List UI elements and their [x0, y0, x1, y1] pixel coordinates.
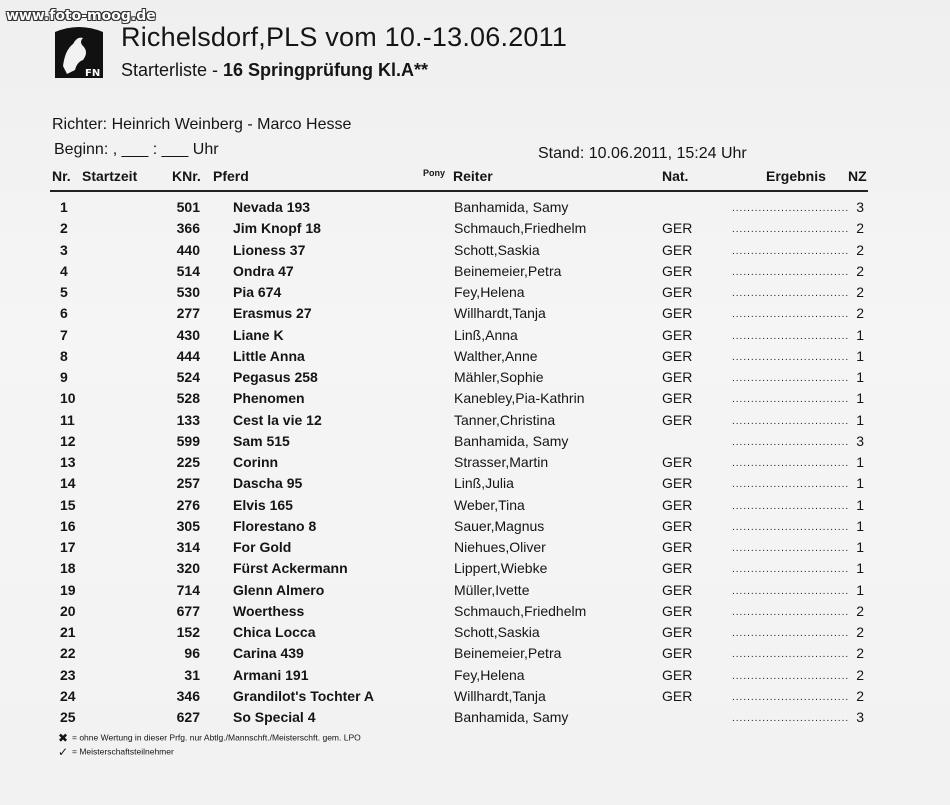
cell-nat: GER	[662, 241, 693, 258]
subtitle-competition: 16 Springprüfung Kl.A**	[223, 60, 429, 80]
cell-nz: 3	[856, 709, 864, 725]
cell-knr: 276	[176, 496, 200, 513]
cell-ergebnis: ...............................	[732, 564, 850, 576]
cell-pferd: Florestano 8	[233, 517, 317, 534]
cell-knr: 599	[176, 432, 200, 449]
cell-reiter: Fey,Helena	[454, 666, 525, 683]
cell-nz: 1	[856, 347, 864, 364]
cell-nr: 14	[60, 475, 76, 492]
stand-line: Stand: 10.06.2011, 15:24 Uhr	[538, 145, 747, 162]
table-row	[0, 645, 950, 666]
table-row	[0, 709, 950, 730]
table-row	[0, 199, 950, 220]
cell-ergebnis: ...............................	[732, 649, 850, 661]
cell-knr: 225	[176, 454, 200, 470]
cell-reiter: Tanner,Christina	[454, 411, 556, 428]
cell-nat: GER	[662, 624, 693, 640]
cell-knr: 96	[184, 645, 200, 662]
cell-nr: 9	[60, 369, 68, 385]
cell-pferd: Pegasus 258	[233, 369, 318, 385]
header-pony: Pony	[423, 168, 446, 178]
cell-knr: 501	[176, 199, 200, 215]
legend-text: = ohne Wertung in dieser Prfg. nur Abtlg./Mannschft./Meisterschft. gem. LPO	[72, 732, 361, 743]
cell-reiter: Banhamida, Samy	[454, 709, 569, 725]
cell-ergebnis: ...............................	[732, 309, 850, 321]
cell-reiter: Müller,Ivette	[454, 581, 530, 598]
cell-nr: 13	[60, 454, 76, 470]
cell-reiter: Strasser,Martin	[454, 454, 549, 470]
cell-nz: 1	[856, 390, 864, 407]
cell-knr: 524	[176, 369, 200, 385]
cell-reiter: Kanebley,Pia-Kathrin	[454, 390, 585, 407]
cell-nr: 5	[60, 284, 68, 300]
cell-reiter: Linß,Anna	[454, 326, 518, 343]
cell-nr: 24	[60, 687, 76, 704]
cell-ergebnis: ...............................	[732, 521, 850, 533]
cell-pferd: Pia 674	[233, 284, 282, 300]
cell-reiter: Banhamida, Samy	[454, 432, 569, 449]
cell-pferd: For Gold	[233, 539, 292, 555]
cell-pferd: Ondra 47	[233, 262, 294, 279]
table-row	[0, 390, 950, 411]
begin-line: Beginn: , ___ : ___ Uhr	[54, 141, 219, 158]
cell-nz: 1	[856, 581, 864, 598]
cell-ergebnis: ...............................	[732, 670, 850, 682]
cell-ergebnis: ...............................	[732, 266, 850, 278]
judges-line: Richter: Heinrich Weinberg - Marco Hesse	[52, 116, 352, 133]
header-knr: KNr.	[172, 168, 201, 184]
cell-knr: 257	[176, 475, 200, 492]
cell-reiter: Weber,Tina	[454, 496, 525, 513]
cell-ergebnis: ...............................	[732, 330, 850, 342]
table-row	[0, 433, 950, 454]
cell-pferd: Phenomen	[233, 390, 305, 407]
cell-knr: 444	[176, 347, 200, 364]
legend-item	[58, 731, 361, 745]
cell-nat: GER	[662, 369, 693, 385]
cell-reiter: Willhardt,Tanja	[454, 687, 546, 704]
table-row	[0, 560, 950, 581]
cell-reiter: Linß,Julia	[454, 475, 514, 492]
header-divider	[50, 190, 868, 192]
cell-nat: GER	[662, 539, 693, 555]
cell-nat: GER	[662, 581, 693, 598]
cell-reiter: Schott,Saskia	[454, 241, 540, 258]
watermark: www.foto-moog.de	[6, 8, 156, 24]
cell-nat: GER	[662, 284, 693, 300]
cell-nr: 21	[60, 624, 76, 640]
cell-nr: 11	[60, 411, 75, 428]
cell-knr: 133	[176, 411, 200, 428]
cell-ergebnis: ...............................	[732, 224, 850, 236]
table-row	[0, 624, 950, 645]
cell-ergebnis: ...............................	[732, 245, 850, 257]
cell-nz: 1	[856, 517, 864, 534]
header-ergebnis: Ergebnis	[766, 168, 826, 184]
cell-nz: 2	[856, 602, 864, 619]
cell-knr: 430	[176, 326, 200, 343]
cell-ergebnis: ...............................	[732, 436, 850, 448]
cell-ergebnis: ...............................	[732, 394, 850, 406]
cell-pferd: Jim Knopf 18	[233, 220, 321, 237]
cell-nz: 1	[856, 539, 864, 555]
cell-nz: 1	[856, 475, 864, 492]
cell-ergebnis: ...............................	[732, 543, 850, 554]
cell-reiter: Sauer,Magnus	[454, 517, 545, 534]
cell-pferd: Erasmus 27	[233, 305, 312, 322]
cell-nat: GER	[662, 390, 693, 407]
table-row	[0, 582, 950, 603]
cell-nz: 2	[856, 284, 864, 300]
table-row	[0, 242, 950, 263]
cell-pferd: Fürst Ackermann	[233, 560, 348, 577]
cell-knr: 152	[176, 624, 200, 640]
cell-reiter: Willhardt,Tanja	[454, 305, 546, 322]
cell-nr: 15	[60, 496, 76, 513]
cell-nat: GER	[662, 602, 693, 619]
table-row	[0, 667, 950, 688]
cell-nr: 20	[60, 602, 76, 619]
header-nat: Nat.	[662, 168, 689, 184]
cell-nr: 23	[60, 666, 76, 683]
cell-nz: 1	[856, 560, 864, 577]
cell-ergebnis: ...............................	[732, 713, 850, 724]
cell-knr: 31	[184, 666, 200, 683]
cell-nz: 3	[856, 199, 864, 215]
table-row	[0, 305, 950, 326]
table-row	[0, 518, 950, 539]
table-row	[0, 369, 950, 390]
header-startzeit: Startzeit	[82, 168, 138, 184]
cell-reiter: Schott,Saskia	[454, 624, 540, 640]
cell-nr: 4	[60, 262, 68, 279]
cell-ergebnis: ...............................	[732, 500, 850, 512]
cell-ergebnis: ...............................	[732, 203, 850, 214]
table-row	[0, 539, 950, 560]
cell-pferd: Cest la vie 12	[233, 411, 322, 428]
cell-pferd: Dascha 95	[233, 475, 303, 492]
cell-nr: 8	[60, 347, 68, 364]
cell-nz: 2	[856, 305, 864, 322]
cell-pferd: Glenn Almero	[233, 581, 325, 598]
cell-nat: GER	[662, 687, 693, 704]
cell-reiter: Lippert,Wiebke	[454, 560, 548, 577]
cell-pferd: Chica Locca	[233, 624, 316, 640]
cell-pferd: Sam 515	[233, 432, 290, 449]
table-row	[0, 688, 950, 709]
cell-knr: 320	[176, 560, 200, 577]
cell-nat: GER	[662, 262, 693, 279]
cell-nz: 2	[856, 262, 864, 279]
cell-nz: 2	[856, 645, 864, 662]
cell-knr: 440	[176, 241, 200, 258]
cell-ergebnis: ...............................	[732, 479, 850, 491]
cell-nz: 1	[856, 369, 864, 385]
logo-text: FN	[85, 68, 101, 79]
cell-knr: 677	[176, 602, 200, 619]
cell-pferd: Armani 191	[233, 666, 309, 683]
cell-nr: 19	[60, 581, 76, 598]
table-row	[0, 284, 950, 305]
cell-pferd: Lioness 37	[233, 241, 306, 258]
cell-nz: 1	[856, 411, 864, 428]
cell-ergebnis: ...............................	[732, 288, 850, 299]
cell-pferd: So Special 4	[233, 709, 316, 725]
cell-nat: GER	[662, 220, 693, 237]
legend-item	[58, 745, 174, 759]
table-row	[0, 454, 950, 475]
cell-nr: 25	[60, 709, 76, 725]
table-row	[0, 327, 950, 348]
header-nz: NZ	[848, 168, 867, 184]
cell-knr: 305	[176, 517, 200, 534]
legend-text: = Meisterschaftsteilnehmer	[72, 746, 174, 757]
header-pferd: Pferd	[213, 168, 249, 184]
cell-nz: 2	[856, 241, 864, 258]
cell-pferd: Elvis 165	[233, 496, 293, 513]
cell-nat: GER	[662, 411, 693, 428]
cell-pferd: Little Anna	[233, 347, 305, 364]
cell-nz: 2	[856, 687, 864, 704]
cell-reiter: Banhamida, Samy	[454, 199, 569, 215]
header-nr: Nr.	[52, 168, 71, 184]
cell-nat: GER	[662, 454, 693, 470]
cell-nr: 10	[60, 390, 76, 407]
cell-nr: 1	[60, 199, 68, 215]
cell-knr: 277	[176, 305, 200, 322]
cell-nz: 2	[856, 220, 864, 237]
cell-nr: 22	[60, 645, 76, 662]
cell-reiter: Schmauch,Friedhelm	[454, 220, 587, 237]
table-row	[0, 263, 950, 284]
cell-reiter: Niehues,Oliver	[454, 539, 546, 555]
cell-nat: GER	[662, 517, 693, 534]
cell-nz: 1	[856, 496, 864, 513]
cell-nr: 3	[60, 241, 68, 258]
cell-ergebnis: ...............................	[732, 628, 850, 639]
table-row	[0, 603, 950, 624]
cell-ergebnis: ...............................	[732, 691, 850, 703]
cell-pferd: Corinn	[233, 454, 279, 470]
cell-knr: 314	[176, 539, 200, 555]
table-row	[0, 497, 950, 518]
cell-nz: 3	[856, 432, 864, 449]
cell-nz: 1	[856, 326, 864, 343]
check-icon: ✓	[58, 745, 69, 759]
cell-ergebnis: ...............................	[732, 373, 850, 384]
cell-pferd: Carina 439	[233, 645, 304, 662]
cell-nat: GER	[662, 496, 693, 513]
subtitle-prefix: Starterliste -	[121, 60, 224, 80]
cell-nat: GER	[662, 560, 693, 577]
cell-nr: 12	[60, 432, 76, 449]
cross-icon: ✖	[58, 731, 69, 745]
cell-knr: 528	[176, 390, 200, 407]
cell-nr: 16	[60, 517, 76, 534]
cell-reiter: Beinemeier,Petra	[454, 262, 562, 279]
cell-knr: 346	[176, 687, 200, 704]
cell-ergebnis: ...............................	[732, 458, 850, 469]
cell-nr: 18	[60, 560, 76, 577]
cell-reiter: Schmauch,Friedhelm	[454, 602, 587, 619]
cell-pferd: Nevada 193	[233, 199, 311, 215]
cell-nat: GER	[662, 347, 693, 364]
table-row	[0, 220, 950, 241]
page-title: Richelsdorf,PLS vom 10.-13.06.2011	[121, 22, 568, 52]
cell-knr: 714	[176, 581, 200, 598]
cell-nat: GER	[662, 475, 693, 492]
cell-knr: 366	[176, 220, 200, 237]
cell-nr: 2	[60, 220, 68, 237]
table-row	[0, 348, 950, 369]
cell-ergebnis: ...............................	[732, 351, 850, 363]
cell-nat: GER	[662, 326, 693, 343]
cell-pferd: Liane K	[233, 326, 284, 343]
cell-reiter: Beinemeier,Petra	[454, 645, 562, 662]
cell-nz: 2	[856, 666, 864, 683]
cell-knr: 627	[176, 709, 200, 725]
page-subtitle	[121, 60, 428, 81]
cell-knr: 530	[176, 284, 200, 300]
cell-nz: 1	[856, 454, 864, 470]
cell-nr: 6	[60, 305, 68, 322]
cell-reiter: Walther,Anne	[454, 347, 538, 364]
cell-nz: 2	[856, 624, 864, 640]
cell-ergebnis: ...............................	[732, 606, 850, 618]
fn-logo-icon	[53, 22, 105, 80]
cell-reiter: Mähler,Sophie	[454, 369, 544, 385]
table-row	[0, 412, 950, 433]
cell-nr: 7	[60, 326, 68, 343]
cell-pferd: Woerthess	[233, 602, 305, 619]
header-reiter: Reiter	[453, 168, 493, 184]
cell-knr: 514	[176, 262, 200, 279]
cell-pferd: Grandilot's Tochter A	[233, 687, 375, 704]
cell-nat: GER	[662, 666, 693, 683]
table-row	[0, 475, 950, 496]
cell-ergebnis: ...............................	[732, 585, 850, 597]
cell-nr: 17	[60, 539, 76, 555]
cell-nat: GER	[662, 645, 693, 662]
cell-reiter: Fey,Helena	[454, 284, 525, 300]
cell-nat: GER	[662, 305, 693, 322]
cell-ergebnis: ...............................	[732, 415, 850, 427]
